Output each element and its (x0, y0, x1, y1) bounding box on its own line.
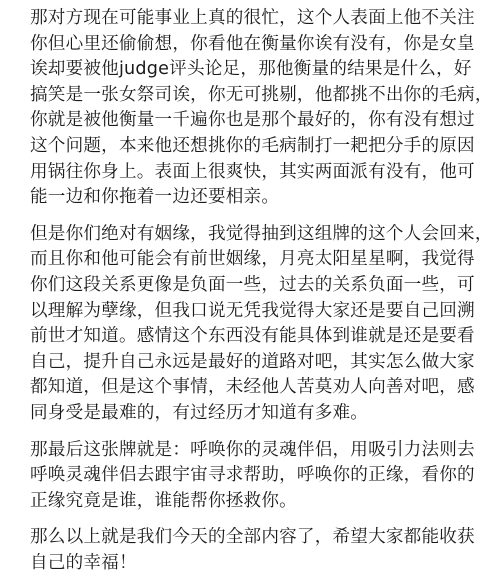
text-line: 那么以上就是我们今天的全部内容了，希望大家都能收获 (30, 527, 475, 548)
text-line: 搞笑是一张女祭司诶，你无可挑剔，他都挑不出你的毛病， (30, 84, 493, 105)
text-line: 你们这段关系更像是负面一些，过去的关系负面一些，可 (30, 274, 475, 295)
text-line: 能一边和你拖着一边还要相亲。 (30, 187, 280, 208)
text-line: 诶却要被他judge评头论足，那他衡量的结果是什么，好 (30, 59, 472, 80)
paragraph-4 (30, 525, 484, 576)
text-line: 你就是被他衡量一千遍你也是那个最好的，你有没有想过 (30, 110, 475, 131)
text-line: 那对方现在可能事业上真的很忙，这个人表面上他不关注 (30, 8, 475, 28)
text-line: 你但心里还偷偷想，你看他在衡量你诶有没有，你是女皇 (30, 33, 475, 54)
paragraph-3 (30, 438, 484, 515)
text-line: 都知道，但是这个事情，未经他人苦莫劝人向善对吧，感 (30, 377, 475, 398)
text-line: 呼唤灵魂伴侣去跟宇宙寻求帮助，呼唤你的正缘，看你的 (30, 465, 475, 486)
text-line: 这个问题，本来他还想挑你的毛病制打一耙把分手的原因 (30, 135, 475, 156)
paragraph-1 (30, 6, 493, 211)
text-line: 那最后这张牌就是：呼唤你的灵魂伴侣，用吸引力法则去 (30, 439, 475, 460)
text-line: 正缘究竟是谁，谁能帮你拯救你。 (30, 490, 297, 511)
paragraph-2 (30, 222, 493, 427)
text-line: 同身受是最难的，有过经历才知道有多难。 (30, 402, 369, 423)
text-line: 自己，提升自己永远是最好的道路对吧，其实怎么做大家 (30, 351, 475, 372)
text-line: 前世才知道。感情这个东西没有能具体到谁就是还是要看 (30, 326, 475, 347)
text-line: 但是你们绝对有姻缘，我觉得抽到这组牌的这个人会回来， (30, 223, 493, 244)
text-line: 自己的幸福！ (30, 552, 137, 573)
text-line: 而且你和他可能会有前世姻缘，月亮太阳星星啊，我觉得 (30, 249, 475, 270)
text-line: 以理解为孽缘，但我口说无凭我觉得大家还是要自己回溯 (30, 300, 475, 321)
text-line: 用锅往你身上。表面上很爽快，其实两面派有没有，他可 (30, 161, 475, 182)
